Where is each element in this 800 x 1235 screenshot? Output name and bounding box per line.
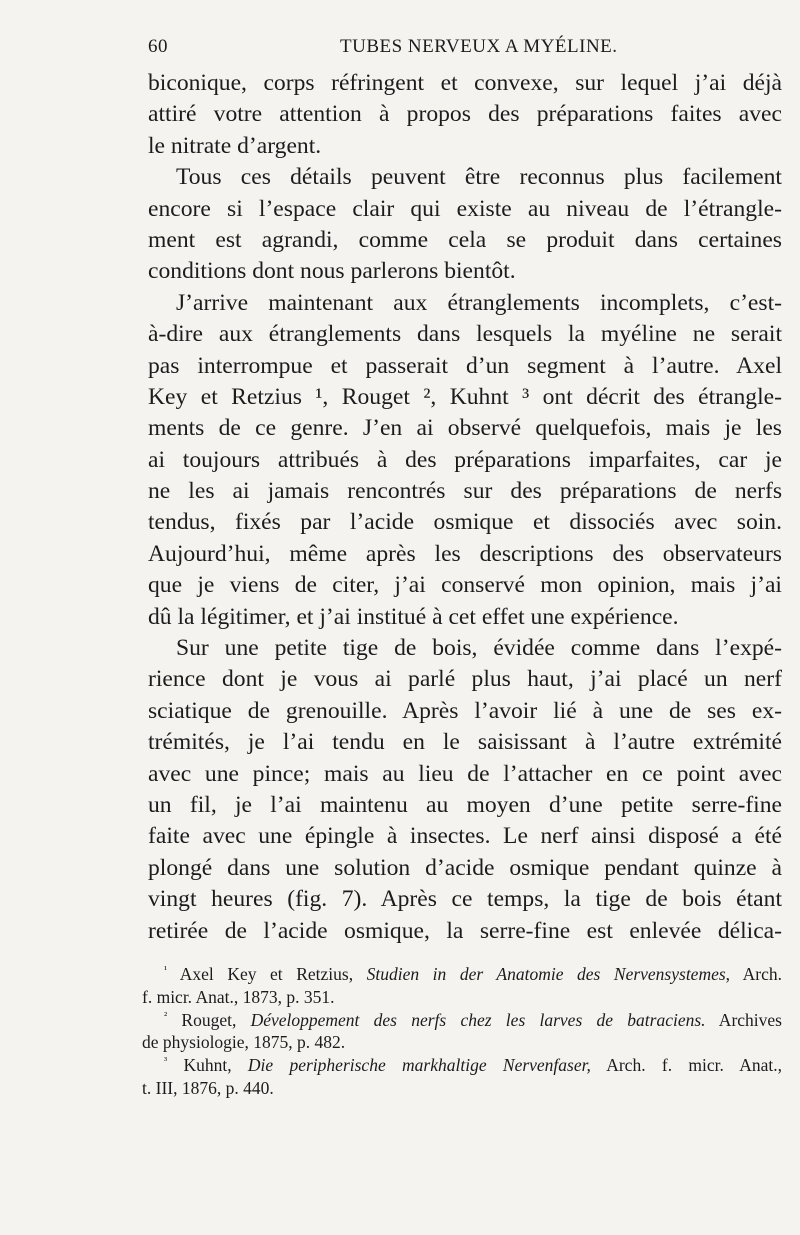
text-line: trémités, je l’ai tendu en le saisissant à l’autre extrémité xyxy=(148,729,782,756)
text-line: biconique, corps réfringent et convexe, sur lequel j’ai déjà xyxy=(148,70,782,96)
footnote-2-line-1 xyxy=(142,1009,782,1032)
footnote-marker: ¹ xyxy=(164,965,168,977)
text-line: conditions dont nous parlerons bientôt. xyxy=(148,258,516,285)
footnote-work-title: Studien in der Anatomie des Nervensystemes xyxy=(366,964,726,984)
text-line: que je viens de citer, j’ai conservé mon opinion, mais j’ai xyxy=(148,572,782,599)
text-line: rience dont je vous ai parlé plus haut, j’ai placé un nerf xyxy=(148,666,782,693)
text-line: ne les ai jamais rencontrés sur des préparations de nerfs xyxy=(148,478,782,505)
footnotes xyxy=(142,963,782,1100)
footnote-citation: , Arch. xyxy=(725,964,782,984)
text-line: attiré votre attention à propos des préparations faites avec xyxy=(148,101,782,128)
text-line: faite avec une épingle à insectes. Le nerf ainsi disposé a été xyxy=(148,823,782,850)
footnote-citation: Arch. f. micr. Anat., xyxy=(590,1055,782,1076)
footnote-3-line-1 xyxy=(142,1054,782,1077)
text-line: avec une pince; mais au lieu de l’attacher en ce point avec xyxy=(148,760,782,787)
footnote-1-line-1 xyxy=(142,963,782,986)
page-number: 60 xyxy=(148,36,168,57)
footnote-marker: ² xyxy=(164,1010,168,1022)
text-line: plongé dans une solution d’acide osmique pendant quinze à xyxy=(148,854,782,881)
text-line: Key et Retzius ¹, Rouget ², Kuhnt ³ ont décrit des étrangle- xyxy=(148,383,782,410)
footnote-authors: Kuhnt, xyxy=(183,1055,248,1076)
running-head xyxy=(148,36,780,60)
text-line: dû la légitimer, et j’ai institué à cet effet une expérience. xyxy=(148,603,679,630)
text-line: Sur une petite tige de bois, évidée comme dans l’expé- xyxy=(176,635,782,662)
running-title: TUBES NERVEUX A MYÉLINE. xyxy=(340,36,618,57)
text-line: un fil, je l’ai maintenu au moyen d’une petite serre-fine xyxy=(148,791,782,818)
footnote-authors: Rouget, xyxy=(181,1009,251,1030)
text-line: ment est agrandi, comme cela se produit dans certaines xyxy=(148,226,782,253)
text-line: à-dire aux étranglements dans lesquels la myéline ne serait xyxy=(148,321,782,348)
text-line: ai toujours attribués à des préparations imparfaites, car je xyxy=(148,446,782,473)
text-line: encore si l’espace clair qui existe au niveau de l’étrangle- xyxy=(148,195,782,222)
text-line: Aujourd’hui, même après les descriptions des observateurs xyxy=(148,540,782,567)
text-line: vingt heures (fig. 7). Après ce temps, la tige de bois étant xyxy=(148,886,782,913)
footnote-work-title: Die peripherische markhaltige Nervenfaser, xyxy=(247,1055,591,1076)
footnote-citation: Archives xyxy=(705,1009,782,1030)
text-line: ments de ce genre. J’en ai observé quelquefois, mais je les xyxy=(148,415,782,442)
text-line: retirée de l’acide osmique, la serre-fine est enlevée délica- xyxy=(148,917,782,944)
text-line: tendus, fixés par l’acide osmique et dissociés avec soin. xyxy=(148,509,782,536)
text-line: J’arrive maintenant aux étranglements incomplets, c’est- xyxy=(176,289,782,316)
footnote-authors: Axel Key et Retzius, xyxy=(179,964,367,984)
text-line: pas interrompue et passerait d’un segment à l’autre. Axel xyxy=(148,352,782,379)
text-line: sciatique de grenouille. Après l’avoir lié à une de ses ex- xyxy=(148,697,782,724)
footnote-marker: ³ xyxy=(164,1056,168,1068)
body-text xyxy=(148,68,782,947)
text-line: le nitrate d’argent. xyxy=(148,132,322,159)
footnote-3-line-2: t. III, 1876, p. 440. xyxy=(142,1077,274,1098)
footnote-work-title: Développement des nerfs chez les larves de batraciens. xyxy=(250,1009,706,1030)
text-line: Tous ces détails peuvent être reconnus plus facilement xyxy=(176,164,782,191)
footnote-2-line-2: de physiologie, 1875, p. 482. xyxy=(142,1032,346,1053)
footnote-1-line-2: f. micr. Anat., 1873, p. 351. xyxy=(142,986,335,1007)
